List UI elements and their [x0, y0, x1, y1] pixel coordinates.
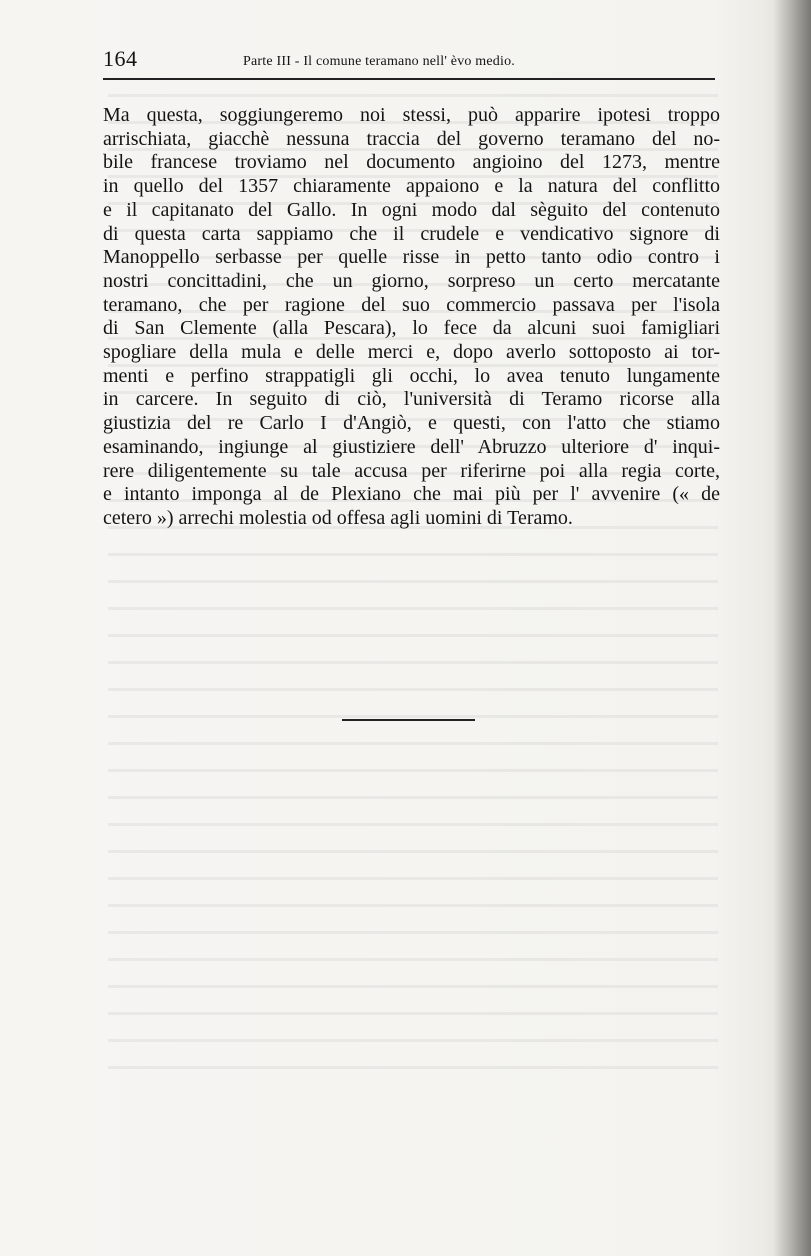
text-line: spogliare della mula e delle merci e, dopo averlo sottoposto ai tor- [103, 341, 720, 364]
page-header [103, 46, 715, 78]
text-line: Ma questa, soggiungeremo noi stessi, può apparire ipotesi troppo [103, 104, 720, 126]
text-line: Manoppello serbasse per quelle risse in petto tanto odio contro i [103, 246, 720, 269]
paragraph [103, 104, 720, 531]
footnote-separator-rule [342, 719, 475, 721]
running-head: Parte III - Il comune teramano nell' èvo medio. [243, 54, 515, 69]
text-line: menti e perfino strappatigli gli occhi, lo avea tenuto lungamente [103, 364, 720, 387]
text-line: in quello del 1357 chiaramente appaiono e la natura del conflitto [103, 175, 720, 198]
text-line: di questa carta sappiamo che il crudele e vendicativo signore di [103, 222, 720, 245]
text-line: e intanto imponga al de Plexiano che mai più per l' avvenire (« de [103, 483, 720, 506]
text-line: rere diligentemente su tale accusa per riferirne poi alla regia corte, [103, 459, 720, 482]
page-number: 164 [103, 46, 138, 71]
header-rule [103, 78, 715, 80]
text-line: bile francese troviamo nel documento angioino del 1273, mentre [103, 151, 720, 174]
text-line: arrischiata, giacchè nessuna traccia del governo teramano del no- [103, 127, 720, 150]
text-line: in carcere. In seguito di ciò, l'università di Teramo ricorse alla [103, 388, 720, 411]
text-line: esaminando, ingiunge al giustiziere dell' Abruzzo ulteriore d' inqui- [103, 435, 720, 458]
text-line: giustizia del re Carlo I d'Angiò, e questi, con l'atto che stiamo [103, 412, 720, 435]
text-line: teramano, che per ragione del suo commercio passava per l'isola [103, 293, 720, 316]
binding-shadow [773, 0, 811, 1256]
text-line: nostri concittadini, che un giorno, sorpreso un certo mercatante [103, 269, 720, 292]
text-line: e il capitanato del Gallo. In ogni modo dal sèguito del contenuto [103, 198, 720, 221]
text-line: cetero ») arrechi molestia od offesa agli uomini di Teramo. [103, 506, 573, 529]
body-paragraph [103, 104, 720, 531]
text-line: di San Clemente (alla Pescara), lo fece da alcuni suoi famigliari [103, 317, 720, 340]
